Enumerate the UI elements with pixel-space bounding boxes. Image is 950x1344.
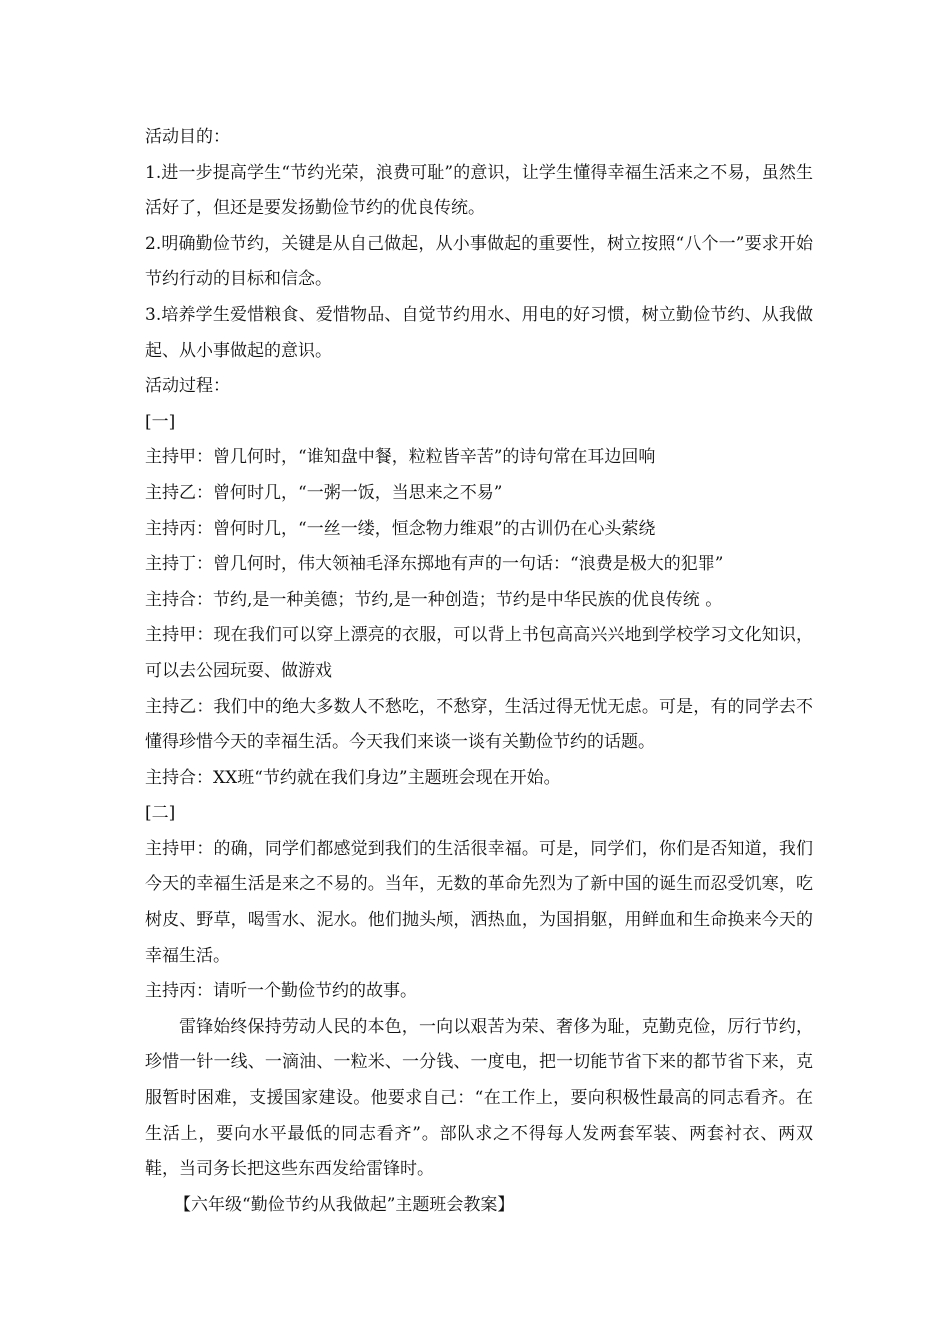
- host-line: 主持甲：曾几何时，“谁知盘中餐，粒粒皆辛苦”的诗句常在耳边回响: [145, 447, 656, 468]
- part-marker-2: [二]: [145, 803, 176, 824]
- section-heading-purpose: 活动目的：: [145, 127, 230, 147]
- host-line: 主持合：节约,是一种美德；节约,是一种创造；节约是中华民族的优良传统 。: [145, 589, 723, 610]
- section-heading-process: 活动过程：: [145, 376, 230, 397]
- host-line: 主持乙：曾何时几，“一粥一饭，当思来之不易”: [145, 482, 503, 503]
- part-marker-1: [一]: [145, 411, 176, 432]
- host-line: 主持丙：请听一个勤俭节约的故事。: [145, 981, 417, 1002]
- host-line: 主持丙：曾何时几，“一丝一缕，恒念物力维艰”的古训仍在心头萦绕: [145, 518, 656, 539]
- story-paragraph: 雷锋始终保持劳动人民的本色，一向以艰苦为荣、奢侈为耻，克勤克俭，厉行节约，珍惜一针一线、一滴油、一粒米、一分钱、一度电，把一切能节省下来的都节省下来，克服暂时困难，支援国家建设。他要求自己：“在工作上，要向积极性最高的同志看齐。在生活上，要向水平最低的同志看齐”。部队求之不得每人发两套军装、两套衬衣、两双鞋，当司务长把这些东西发给雷锋时。: [145, 1016, 813, 1180]
- purpose-item-1: 1.进一步提高学生“节约光荣，浪费可耻”的意识，让学生懂得幸福生活来之不易，虽然生活好了，但还是要发扬勤俭节约的优良传统。: [145, 162, 813, 219]
- document-body: [145, 120, 813, 1223]
- host-line: 主持甲：的确，同学们都感觉到我们的生活很幸福。可是，同学们，你们是否知道，我们今天的幸福生活是来之不易的。当年，无数的革命先烈为了新中国的诞生而忍受饥寒，吃树皮、野草，喝雪水、泥水。他们抛头颅，洒热血，为国捐躯，用鲜血和生命换来今天的幸福生活。: [145, 838, 813, 966]
- host-line: 主持乙：我们中的绝大多数人不愁吃，不愁穿，生活过得无忧无虑。可是，有的同学去不懂得珍惜今天的幸福生活。今天我们来谈一谈有关勤俭节约的话题。: [145, 696, 813, 753]
- document-title-footer: 【六年级“勤俭节约从我做起”主题班会教案】: [174, 1194, 515, 1215]
- host-line: 主持丁：曾几何时，伟大领袖毛泽东掷地有声的一句话：“浪费是极大的犯罪”: [145, 554, 724, 575]
- purpose-item-3: 3.培养学生爱惜粮食、爱惜物品、自觉节约用水、用电的好习惯，树立勤俭节约、从我做起、从小事做起的意识。: [145, 304, 813, 361]
- host-line: 主持甲：现在我们可以穿上漂亮的衣服，可以背上书包高高兴兴地到学校学习文化知识，可以去公园玩耍、做游戏: [145, 625, 813, 681]
- purpose-item-2: 2.明确勤俭节约，关键是从自己做起，从小事做起的重要性，树立按照“八个一”要求开始节约行动的目标和信念。: [145, 233, 813, 290]
- host-line: 主持合：XX班“节约就在我们身边”主题班会现在开始。: [145, 767, 561, 788]
